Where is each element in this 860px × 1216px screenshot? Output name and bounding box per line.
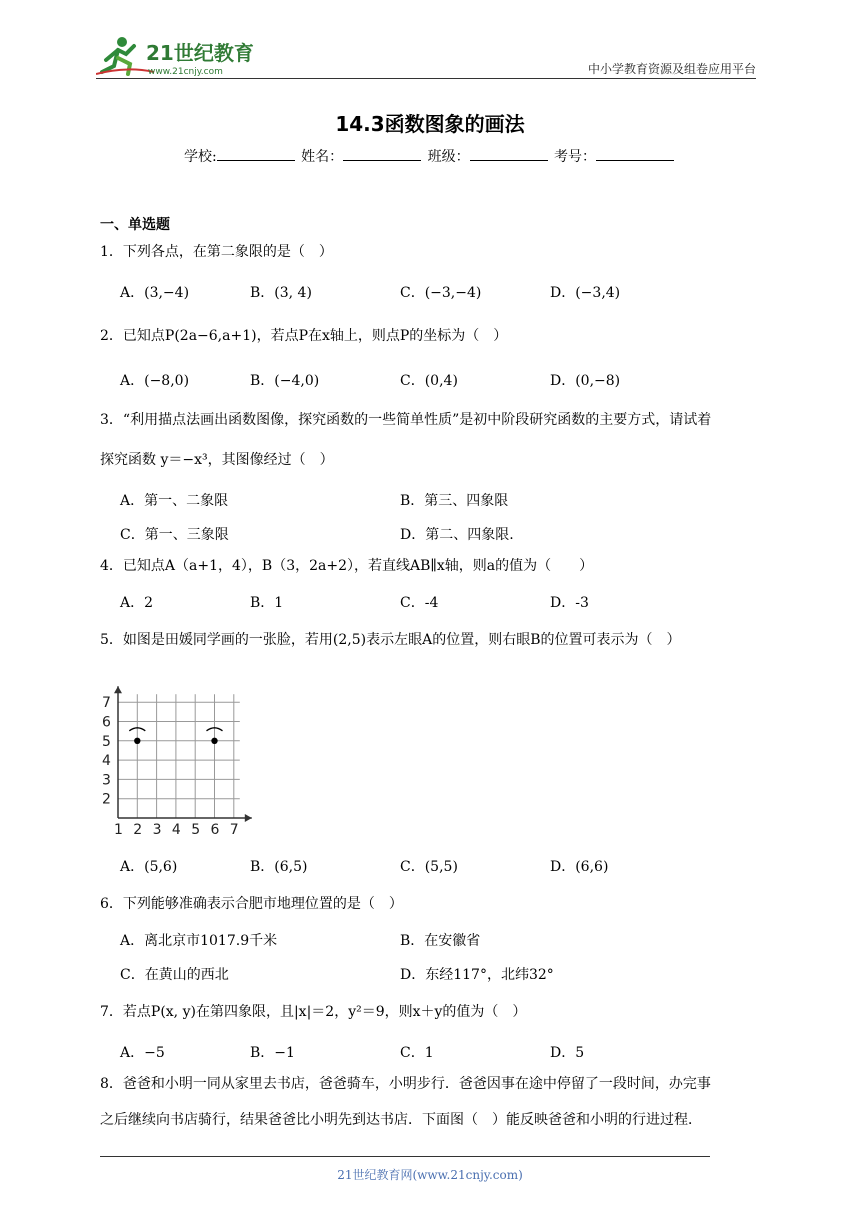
class-label: 班级： (427, 149, 470, 165)
q2-option-d: D．(0,−8) (550, 373, 621, 389)
q6-option-c: C．在黄山的西北 (120, 967, 229, 983)
q5-option-d: D．(6,6) (550, 859, 609, 875)
y-axis-arrow (114, 686, 122, 693)
q5-option-b: B．(6,5) (250, 859, 308, 875)
q6-option-b: B．在安徽省 (400, 933, 481, 949)
question-5-stem: 5．如图是田媛同学画的一张脸，若用(2,5)表示左眼A的位置，则右眼B的位置可表示为（ ） (100, 632, 681, 648)
q6-option-a: A．离北京市1017.9千米 (120, 933, 278, 949)
q2-option-b: B．(−4,0) (250, 373, 320, 389)
logo-main-text: 21世纪教育 (146, 41, 254, 65)
section-heading: 一、单选题 (100, 217, 170, 233)
y-tick-label: 3 (102, 772, 111, 789)
question-6-stem: 6．下列能够准确表示合肥市地理位置的是（ ） (100, 896, 403, 912)
header-platform-text: 中小学教育资源及组卷应用平台 (587, 62, 756, 76)
name-label: 姓名： (301, 149, 344, 165)
q4-option-b: B．1 (250, 595, 284, 611)
question-8-stem-line2: 之后继续向书店骑行，结果爸爸比小明先到达书店．下面图（ ）能反映爸爸和小明的行进过程． (100, 1112, 702, 1128)
footer-text: 21世纪教育网(www.21cnjy.com) (337, 1168, 523, 1182)
question-3-stem-line2: 探究函数 y＝−x³，其图像经过（ ） (100, 452, 334, 468)
q3-option-d: D．第二、四象限. (400, 527, 514, 543)
header-divider (96, 78, 756, 79)
q1-option-b: B．(3, 4) (250, 285, 312, 301)
q7-option-c: C．1 (400, 1045, 434, 1061)
q7-option-d: D．5 (550, 1045, 585, 1061)
q5-option-c: C．(5,5) (400, 859, 458, 875)
footer-divider (100, 1156, 710, 1157)
y-tick-label: 4 (102, 753, 111, 770)
q3-option-b: B．第三、四象限 (400, 493, 509, 509)
school-blank (217, 160, 295, 161)
left-eye-point (134, 738, 140, 744)
x-tick-label: 2 (133, 822, 143, 838)
question-4-stem: 4．已知点A（a+1，4），B（3，2a+2），若直线AB∥x轴，则a的值为（ ） (100, 558, 594, 574)
q5-option-a: A．(5,6) (120, 859, 178, 875)
question-2-stem: 2．已知点P(2a−6,a+1)，若点P在x轴上，则点P的坐标为（ ） (100, 328, 508, 344)
school-label: 学校: (183, 149, 217, 165)
q4-option-d: D．-3 (550, 595, 589, 611)
q1-option-a: A．(3,−4) (120, 285, 190, 301)
face-grid-figure (100, 658, 270, 842)
q4-option-c: C．-4 (400, 595, 439, 611)
exam-number-blank (596, 160, 674, 161)
question-1-stem: 1．下列各点，在第二象限的是（ ） (100, 244, 333, 260)
student-info-line (0, 146, 860, 166)
q3-option-c: C．第一、三象限 (120, 527, 229, 543)
q4-option-a: A．2 (120, 595, 154, 611)
right-eye-point (211, 738, 217, 744)
site-logo (96, 30, 266, 80)
y-tick-label: 5 (102, 733, 111, 750)
y-tick-label: 7 (102, 695, 111, 712)
q6-option-d: D．东经117°，北纬32° (400, 967, 554, 983)
page-title: 14.3函数图象的画法 (335, 112, 525, 136)
exam-number-label: 考号： (554, 149, 597, 165)
question-8-stem: 8．爸爸和小明一同从家里去书店，爸爸骑车，小明步行．爸爸因事在途中停留了一段时间，办完事 (100, 1076, 711, 1092)
x-tick-label: 1 (114, 822, 123, 838)
q1-option-d: D．(−3,4) (550, 285, 621, 301)
y-tick-label: 6 (102, 714, 111, 731)
x-axis-arrow (245, 814, 252, 822)
x-tick-label: 4 (171, 822, 181, 838)
q7-option-a: A．−5 (120, 1045, 165, 1061)
x-tick-label: 7 (229, 822, 239, 838)
q2-option-a: A．(−8,0) (120, 373, 190, 389)
x-tick-label: 3 (152, 822, 162, 838)
q3-option-a: A．第一、二象限 (120, 493, 229, 509)
x-tick-label: 5 (191, 822, 201, 838)
q2-option-c: C．(0,4) (400, 373, 458, 389)
question-7-stem: 7．若点P(x, y)在第四象限，且|x|＝2，y²＝9，则x＋y的值为（ ） (100, 1004, 527, 1020)
logo-url-text: www.21cnjy.com (148, 67, 223, 77)
q7-option-b: B．−1 (250, 1045, 295, 1061)
name-blank (343, 160, 421, 161)
x-tick-label: 6 (210, 822, 220, 838)
y-tick-label: 2 (102, 791, 111, 808)
q1-option-c: C．(−3,−4) (400, 285, 482, 301)
question-3-stem: 3．“利用描点法画出函数图像，探究函数的一些简单性质”是初中阶段研究函数的主要方式，请试着 (100, 412, 712, 428)
class-blank (470, 160, 548, 161)
